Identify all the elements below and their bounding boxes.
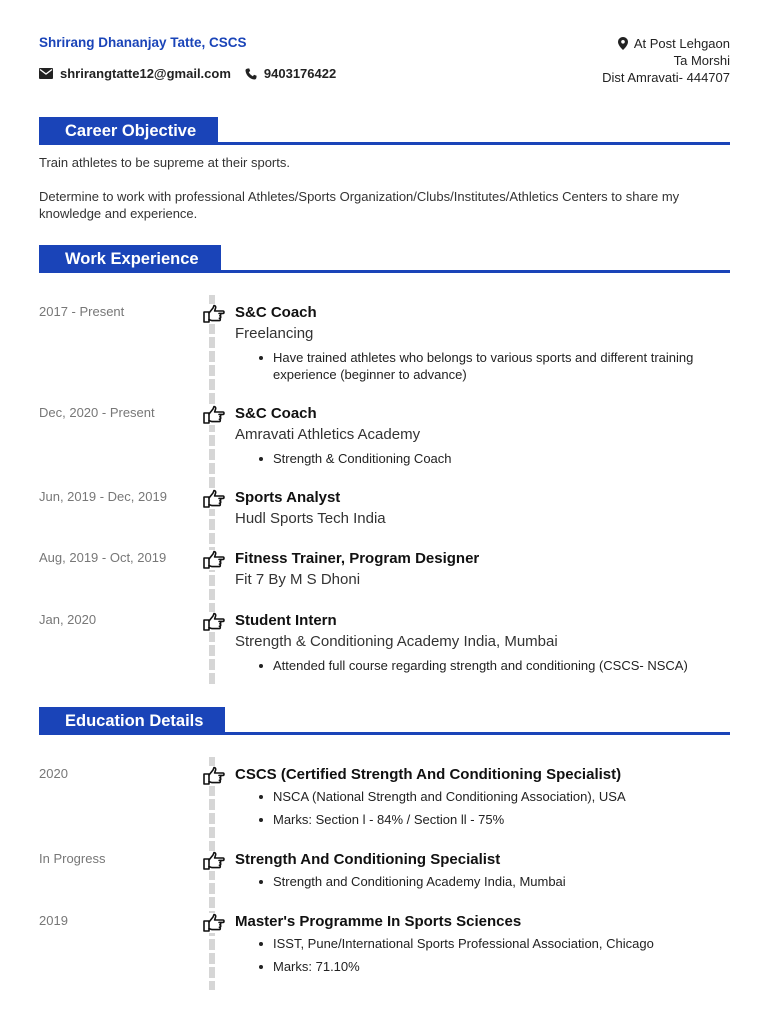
entry-bullets <box>235 450 730 467</box>
entry-title: Sports Analyst <box>235 489 341 506</box>
entry-organization: Amravati Athletics Academy <box>235 426 421 443</box>
career-objective-header <box>39 117 730 145</box>
entry-title: Master's Programme In Sports Sciences <box>235 913 522 930</box>
bullet-item: ISST, Pune/International Sports Professional Association, Chicago <box>235 935 730 952</box>
contact-line <box>39 66 350 81</box>
entry-title: CSCS (Certified Strength And Conditioning Specialist) <box>235 766 622 783</box>
entry-title: Student Intern <box>235 612 337 629</box>
entry-bullets <box>235 788 730 828</box>
address-line-2: Ta Morshi <box>673 53 730 68</box>
career-paragraph-2: Determine to work with professional Athletes/Sports Organization/Clubs/Institutes/Athletics Centers to share my knowledge and experience. <box>39 189 680 221</box>
entry-bullets <box>235 349 730 383</box>
phone-icon <box>245 68 257 80</box>
bullet-item: Marks: Section l - 84% / Section ll - 75% <box>235 811 730 828</box>
career-objective-title: Career Objective <box>39 117 218 145</box>
entry-bullets <box>235 935 730 975</box>
pointing-hand-icon <box>202 766 226 786</box>
map-pin-icon <box>618 37 628 50</box>
envelope-icon <box>39 68 53 79</box>
entry-title: Fitness Trainer, Program Designer <box>235 550 480 567</box>
bullet-item: Marks: 71.10% <box>235 958 730 975</box>
address-line-1: At Post Lehgaon <box>633 36 730 51</box>
bullet-item: Strength and Conditioning Academy India, Mumbai <box>235 873 730 890</box>
entry-organization: Freelancing <box>235 325 314 342</box>
phone-text: 9403176422 <box>263 66 337 81</box>
entry-bullets <box>235 873 730 890</box>
pointing-hand-icon <box>202 304 226 324</box>
entry-title: Strength And Conditioning Specialist <box>235 851 501 868</box>
pointing-hand-icon <box>202 405 226 425</box>
education-timeline-bar <box>209 757 215 990</box>
address-block <box>602 35 730 86</box>
work-experience-header <box>39 245 730 273</box>
entry-organization: Fit 7 By M S Dhoni <box>235 571 361 588</box>
entry-date: Jun, 2019 - Dec, 2019 <box>39 489 167 504</box>
email-contact[interactable] <box>39 66 231 81</box>
resume-header <box>39 34 730 94</box>
entry-title: S&C Coach <box>235 304 317 321</box>
pointing-hand-icon <box>202 913 226 933</box>
pointing-hand-icon <box>202 851 226 871</box>
entry-date: 2019 <box>39 913 68 928</box>
entry-organization: Hudl Sports Tech India <box>235 510 386 527</box>
entry-organization: Strength & Conditioning Academy India, Mumbai <box>235 633 558 650</box>
work-experience-title: Work Experience <box>39 245 221 273</box>
bullet-item: Strength & Conditioning Coach <box>235 450 730 467</box>
entry-date: 2020 <box>39 766 68 781</box>
entry-date: In Progress <box>39 851 106 866</box>
phone-contact[interactable] <box>245 66 336 81</box>
email-text: shrirangtatte12@gmail.com <box>60 66 231 81</box>
career-paragraph-1: Train athletes to be supreme at their sports. <box>39 155 290 170</box>
candidate-name: Shrirang Dhananjay Tatte, CSCS <box>39 35 247 50</box>
education-title: Education Details <box>39 707 225 735</box>
entry-title: S&C Coach <box>235 405 317 422</box>
entry-date: Aug, 2019 - Oct, 2019 <box>39 550 167 565</box>
bullet-item: Attended full course regarding strength and conditioning (CSCS- NSCA) <box>235 657 730 674</box>
entry-date: Dec, 2020 - Present <box>39 405 155 420</box>
pointing-hand-icon <box>202 612 226 632</box>
entry-date: Jan, 2020 <box>39 612 97 627</box>
entry-date: 2017 - Present <box>39 304 125 319</box>
entry-bullets <box>235 657 730 674</box>
education-header <box>39 707 730 735</box>
pointing-hand-icon <box>202 489 226 509</box>
address-line-3: Dist Amravati- 444707 <box>602 70 730 85</box>
bullet-item: NSCA (National Strength and Conditioning Association), USA <box>235 788 730 805</box>
bullet-item: Have trained athletes who belongs to various sports and different training experience (beginner to advance) <box>235 349 730 383</box>
pointing-hand-icon <box>202 550 226 570</box>
